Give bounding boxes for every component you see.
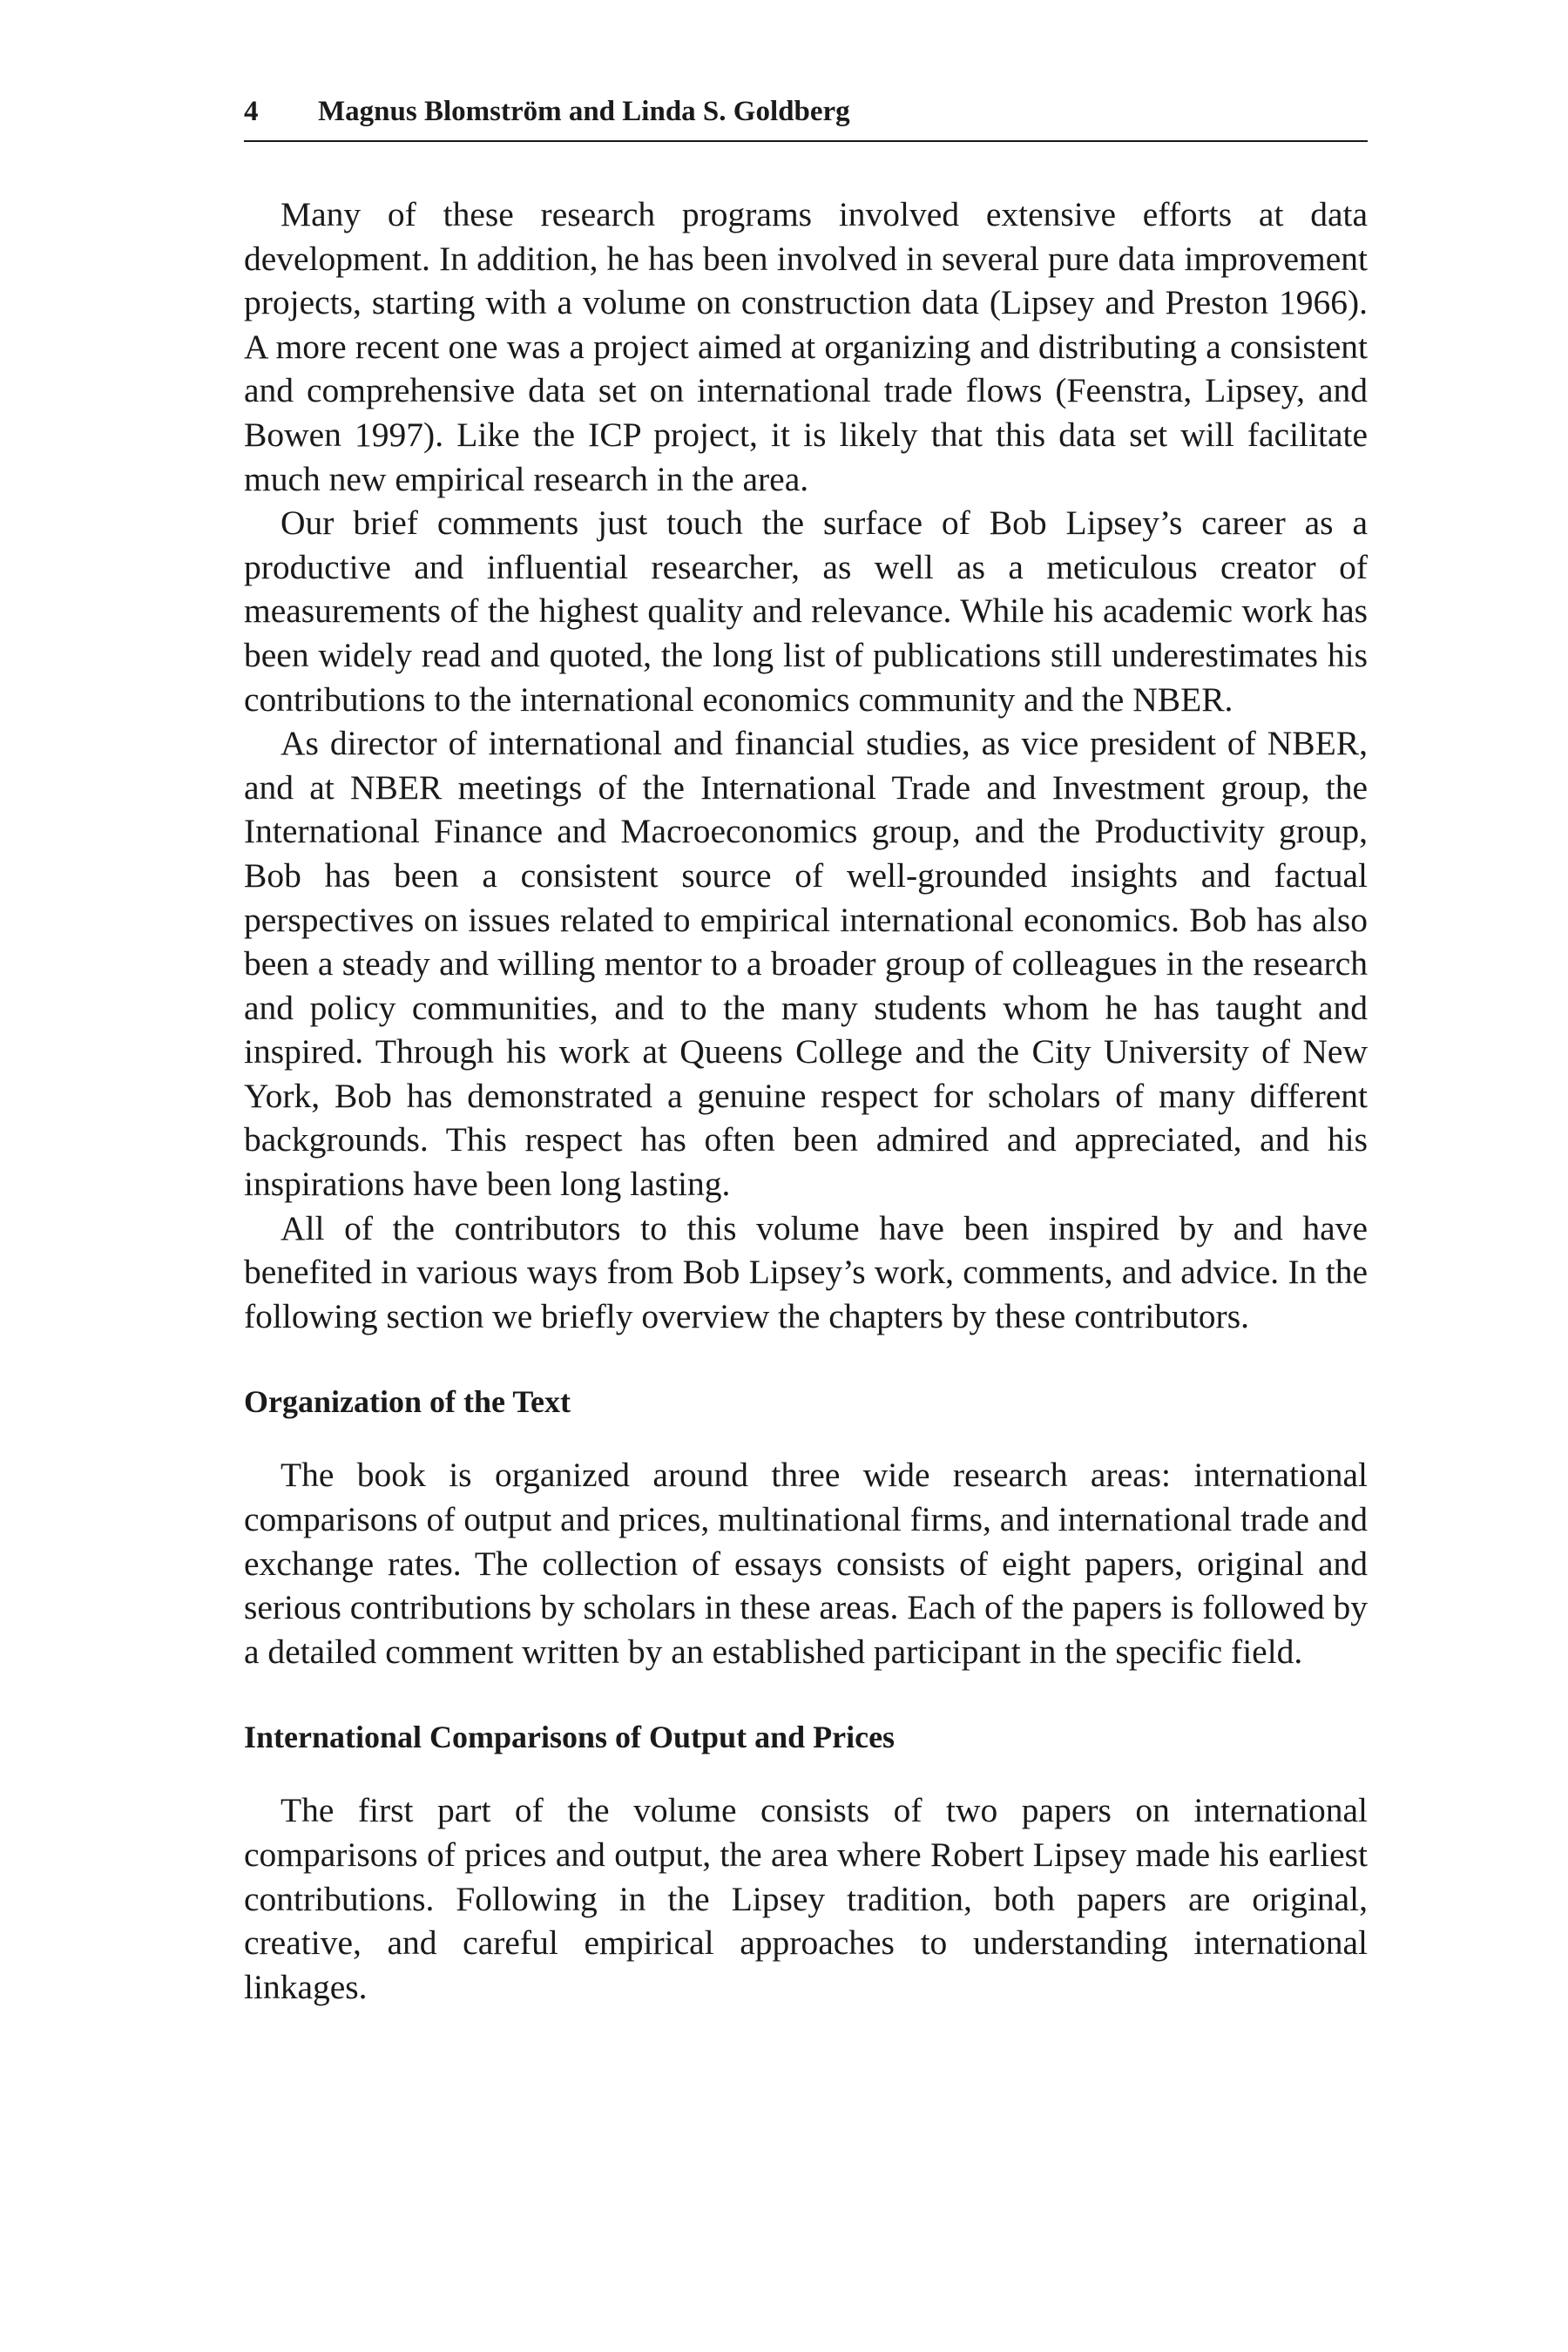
section-heading-comparisons: International Comparisons of Output and Prices	[244, 1720, 896, 1755]
running-head	[244, 96, 1368, 142]
paragraph: Our brief comments just touch the surface of Bob Lipsey’s career as a productive and influential researcher, as well as a meticulous creator of measurements of the highest quality and relevance. While his academic work has been widely read and quoted, the long list of publications still underestimates his contributions to the international economics community and the NBER.	[244, 504, 1368, 719]
book-page	[244, 96, 1368, 2009]
paragraph: Many of these research programs involved extensive efforts at data development. In addition, he has been involved in several pure data improvement projects, starting with a volume on construction data (Lipsey and Preston 1966). A more recent one was a project aimed at organizing and distributing a consistent and comprehensive data set on international trade flows (Feenstra, Lipsey, and Bowen 1997). Like the ICP project, it is likely that this data set will facilitate much new empirical research in the area.	[244, 195, 1368, 498]
paragraph: The book is organized around three wide research areas: international comparisons of output and prices, multinational firms, and international trade and exchange rates. The collection of essays consists of eight papers, original and serious contributions by scholars in these areas. Each of the papers is followed by a detailed comment written by an established participant in the specific field.	[244, 1456, 1368, 1671]
page-number: 4	[244, 96, 259, 127]
paragraph: The first part of the volume consists of two papers on international comparisons of prices and output, the area where Robert Lipsey made his earliest contributions. Following in the Lipsey tradition, both papers are original, creative, and careful empirical approaches to understanding international linkages.	[244, 1791, 1368, 2006]
body-text	[244, 193, 1368, 2009]
section-heading-organization: Organization of the Text	[244, 1384, 571, 1420]
paragraph: All of the contributors to this volume have been inspired by and have benefited in various ways from Bob Lipsey’s work, comments, and advice. In the following section we briefly overview the chapters by these contributors.	[244, 1208, 1368, 1335]
paragraph: As director of international and financial studies, as vice president of NBER, and at NBER meetings of the International Trade and Investment group, the International Finance and Macroeconomics group, and the Productivity group, Bob has been a consistent source of well-grounded insights and factual perspectives on issues related to empirical international economics. Bob has also been a steady and willing mentor to a broader group of colleagues in the research and policy communities, and to the many students whom he has taught and inspired. Through his work at Queens College and the City University of New York, Bob has demonstrated a genuine respect for scholars of many different backgrounds. This respect has often been admired and appreciated, and his inspirations have been long lasting.	[244, 724, 1368, 1204]
running-head-authors: Magnus Blomström and Linda S. Goldberg	[318, 96, 850, 127]
